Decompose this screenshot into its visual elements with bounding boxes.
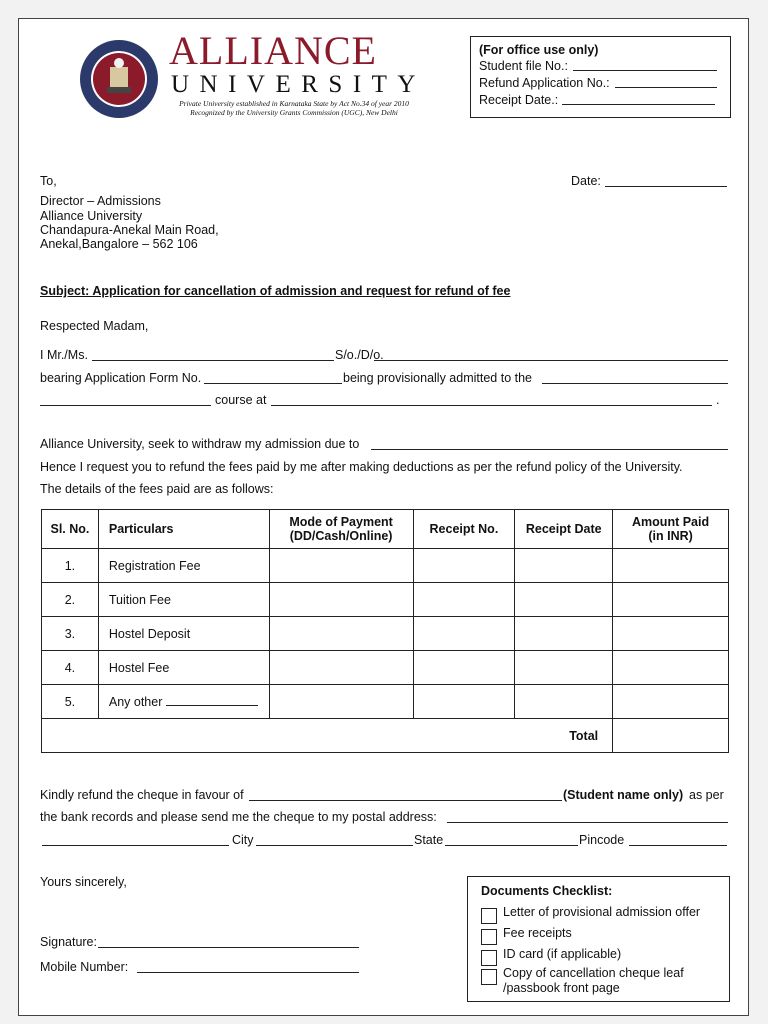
to-label: To, xyxy=(40,174,57,188)
checklist-item: Copy of cancellation cheque leaf xyxy=(503,966,684,980)
provisional-label: being provisionally admitted to the xyxy=(343,371,533,385)
table-row xyxy=(42,685,729,719)
form-page xyxy=(18,18,749,1016)
header-mode-line2: (DD/Cash/Online) xyxy=(289,529,393,543)
mobile-field[interactable] xyxy=(137,972,359,973)
student-file-label: Student file No.: xyxy=(479,59,568,73)
salutation: Respected Madam, xyxy=(40,319,149,333)
amount-cell[interactable] xyxy=(613,617,729,651)
checklist-item: Letter of provisional admission offer xyxy=(503,905,701,919)
header-amount-paid xyxy=(613,510,729,549)
as-per-label: as per xyxy=(689,788,724,802)
header-mode-line1: Mode of Payment xyxy=(289,515,393,529)
withdraw-label: Alliance University, seek to withdraw my admission due to xyxy=(40,437,360,451)
table-header-row xyxy=(42,510,729,549)
row-particular: Registration Fee xyxy=(98,549,269,583)
favour-label: Kindly refund the cheque in favour of xyxy=(40,788,244,802)
mode-cell[interactable] xyxy=(269,685,413,719)
receipt-date-label: Receipt Date.: xyxy=(479,93,559,107)
mode-cell[interactable] xyxy=(269,651,413,685)
student-name-only: (Student name only) xyxy=(563,788,684,802)
address-line-2: Alliance University xyxy=(40,209,143,223)
request-text: Hence I request you to refund the fees paid by me after making deductions as per the refund policy of the University. xyxy=(40,460,683,474)
subject-line: Subject: Application for cancellation of admission and request for refund of fee xyxy=(40,284,511,298)
signature-label: Signature: xyxy=(40,935,97,949)
pincode-label: Pincode xyxy=(579,833,625,847)
receipt-no-cell[interactable] xyxy=(413,549,515,583)
receipt-date-cell[interactable] xyxy=(515,685,613,719)
row-particular: Tuition Fee xyxy=(98,583,269,617)
so-do-label: S/o./D/o. xyxy=(335,348,384,362)
checklist-item: /passbook front page xyxy=(503,981,620,995)
address-line-3: Chandapura-Anekal Main Road, xyxy=(40,223,219,237)
mode-cell[interactable] xyxy=(269,549,413,583)
total-amount-cell[interactable] xyxy=(613,719,729,753)
checkbox-offer-letter[interactable] xyxy=(481,908,497,924)
row-sl: 5. xyxy=(42,685,99,719)
university-seal-logo xyxy=(79,39,159,119)
date-field[interactable] xyxy=(605,186,727,187)
row-sl: 4. xyxy=(42,651,99,685)
receipt-no-cell[interactable] xyxy=(413,651,515,685)
row-particular: Hostel Deposit xyxy=(98,617,269,651)
other-particular-field[interactable] xyxy=(166,696,258,706)
bearing-label: bearing Application Form No. xyxy=(40,371,202,385)
application-form-field[interactable] xyxy=(204,383,342,384)
program-field[interactable] xyxy=(542,383,728,384)
amount-cell[interactable] xyxy=(613,685,729,719)
course-field[interactable] xyxy=(40,405,211,406)
documents-checklist xyxy=(467,876,730,1002)
header-amount-line2: (in INR) xyxy=(648,529,693,543)
header-receipt-date: Receipt Date xyxy=(515,510,613,549)
payee-name-field[interactable] xyxy=(249,800,562,801)
table-row xyxy=(42,549,729,583)
row-particular-other xyxy=(98,685,269,719)
tagline-1: Private University established in Karnataka State by Act No.34 of year 2010 xyxy=(179,99,409,108)
yours-sincerely: Yours sincerely, xyxy=(40,875,127,889)
header-amount-line1: Amount Paid xyxy=(632,515,710,529)
mr-ms-label: I Mr./Ms. xyxy=(40,348,88,362)
receipt-no-cell[interactable] xyxy=(413,617,515,651)
state-field[interactable] xyxy=(445,845,578,846)
address-line-1: Director – Admissions xyxy=(40,194,161,208)
checklist-item: Fee receipts xyxy=(503,926,572,940)
header-sl-no: Sl. No. xyxy=(42,510,99,549)
row-sl: 2. xyxy=(42,583,99,617)
receipt-date-field[interactable] xyxy=(562,104,715,105)
course-period: . xyxy=(716,393,720,407)
receipt-no-cell[interactable] xyxy=(413,583,515,617)
campus-field[interactable] xyxy=(271,405,712,406)
course-label: course at xyxy=(215,393,267,407)
amount-cell[interactable] xyxy=(613,583,729,617)
withdraw-reason-field[interactable] xyxy=(371,449,728,450)
table-row xyxy=(42,617,729,651)
city-field[interactable] xyxy=(256,845,413,846)
student-file-field[interactable] xyxy=(573,70,717,71)
checklist-item: ID card (if applicable) xyxy=(503,947,622,961)
checkbox-id-card[interactable] xyxy=(481,950,497,966)
row-sl: 1. xyxy=(42,549,99,583)
city-label: City xyxy=(232,833,254,847)
details-text: The details of the fees paid are as follows: xyxy=(40,482,274,496)
checklist-title: Documents Checklist: xyxy=(481,884,613,898)
mode-cell[interactable] xyxy=(269,617,413,651)
row-particular: Any other xyxy=(108,694,163,709)
refund-app-label: Refund Application No.: xyxy=(479,76,610,90)
table-row xyxy=(42,651,729,685)
checkbox-fee-receipts[interactable] xyxy=(481,929,497,945)
amount-cell[interactable] xyxy=(613,549,729,583)
header-particulars: Particulars xyxy=(98,510,269,549)
pincode-field[interactable] xyxy=(629,845,727,846)
university-subname: UNIVERSITY xyxy=(171,71,426,98)
address-line-4: Anekal,Bangalore – 562 106 xyxy=(40,237,198,251)
university-name: ALLIANCE xyxy=(169,28,377,73)
amount-cell[interactable] xyxy=(613,651,729,685)
receipt-date-cell[interactable] xyxy=(515,651,613,685)
mobile-label: Mobile Number: xyxy=(40,960,129,974)
receipt-date-cell[interactable] xyxy=(515,549,613,583)
row-sl: 3. xyxy=(42,617,99,651)
signature-field[interactable] xyxy=(98,947,359,948)
office-use-box xyxy=(470,36,731,118)
table-row xyxy=(42,583,729,617)
refund-app-field[interactable] xyxy=(615,87,717,88)
state-label: State xyxy=(414,833,444,847)
bank-records-text: the bank records and please send me the cheque to my postal address: xyxy=(40,810,437,824)
fee-table xyxy=(41,509,729,753)
header-receipt-no: Receipt No. xyxy=(413,510,515,549)
receipt-date-cell[interactable] xyxy=(515,617,613,651)
total-label: Total xyxy=(42,719,613,753)
header-mode-of-payment xyxy=(269,510,413,549)
row-particular: Hostel Fee xyxy=(98,651,269,685)
receipt-no-cell[interactable] xyxy=(413,685,515,719)
office-use-title: (For office use only) xyxy=(479,43,599,57)
parent-name-field[interactable] xyxy=(374,360,728,361)
address-line-field[interactable] xyxy=(42,845,229,846)
postal-address-field[interactable] xyxy=(447,822,728,823)
date-label: Date: xyxy=(571,174,601,188)
mode-cell[interactable] xyxy=(269,583,413,617)
checkbox-cheque-leaf[interactable] xyxy=(481,969,497,985)
receipt-date-cell[interactable] xyxy=(515,583,613,617)
total-row xyxy=(42,719,729,753)
name-field[interactable] xyxy=(92,360,334,361)
tagline-2: Recognized by the University Grants Commission (UGC), New Delhi xyxy=(190,108,398,117)
